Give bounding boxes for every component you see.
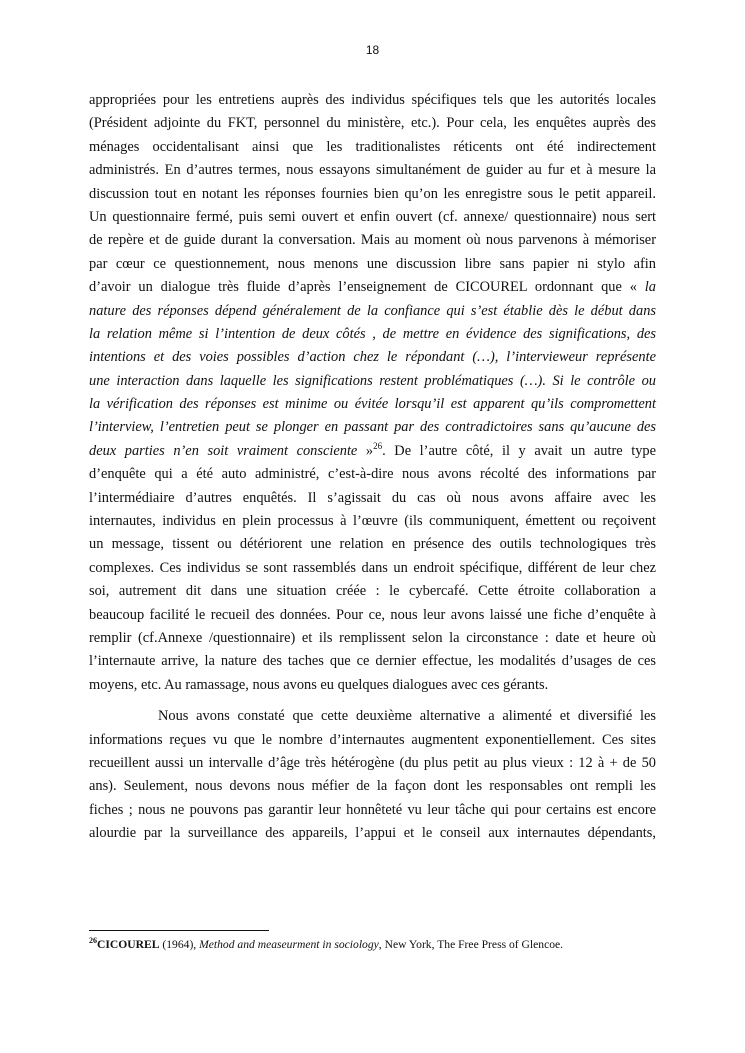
footnote-reference: 26: [373, 441, 383, 452]
quote-text: intentions et des voies possibles d’action chez le répondant (…), l’intervieweur représente: [89, 349, 656, 366]
text-line: par cœur ce questionnement, nous menons une discussion libre sans papier ni stylo afin: [89, 255, 656, 272]
footnote: [89, 937, 689, 952]
footnote-number: 26: [89, 936, 97, 946]
quote-text: nature des réponses dépend généralement de la confiance qui s’est établie dès le début dans: [89, 302, 656, 319]
text-line: [89, 276, 656, 299]
text-line: Un questionnaire fermé, puis semi ouvert et enfin ouvert (cf. annexe/ questionnaire) nous sert: [89, 208, 656, 225]
quoted-line: [89, 323, 656, 346]
text-line: discussion tout en notant les réponses fournies bien qu’on les enregistre sous le petit appareil.: [89, 185, 656, 202]
text-line: ans). Seulement, nous devons nous méfier de la façon dont les responsables ont rempli les: [89, 778, 656, 795]
paragraph-1: [89, 89, 656, 697]
body-text: [89, 89, 656, 846]
footnote-author: CICOUREL: [97, 938, 160, 951]
text-line: internautes, individus en plein processus à l’œuvre (ils communiquent, émettent ou reçoivent: [89, 513, 656, 530]
paragraph-2: [89, 705, 656, 845]
quote-end: deux parties n’en soit vraiment consciente: [89, 442, 358, 459]
text-line: fiches ; nous ne pouvons pas garantir leur honnêteté vu leur tâche qui pour certains est encore: [89, 801, 656, 818]
text-line: alourdie par la surveillance des appareils, l’appui et le conseil aux internautes dépendants,: [89, 825, 656, 842]
quoted-line: [89, 300, 656, 323]
quote-text: l’interview, l’entretien peut se plonger en passant par des contradictoires sans qu’aucune des: [89, 419, 656, 436]
text-line: moyens, etc. Au ramassage, nous avons eu quelques dialogues avec ces gérants.: [89, 676, 549, 693]
text-line: informations reçues vu que le nombre d’internautes augmentent exponentiellement. Ces sites: [89, 731, 656, 748]
footnote-year: (1964),: [159, 938, 200, 951]
page-number: 18: [365, 43, 380, 57]
text-line: complexes. Ces individus se sont rassemblés dans un endroit spécifique, différent de leur chez: [89, 559, 656, 576]
text-segment: . De l’autre côté, il y avait un autre type: [382, 442, 656, 459]
text-line: Nous avons constaté que cette deuxième alternative a alimenté et diversifié les: [158, 708, 656, 725]
text-line: appropriées pour les entretiens auprès des individus spécifiques tels que les autorités locales: [89, 92, 656, 108]
paragraph-spacer: [89, 697, 656, 705]
quoted-line: [89, 370, 656, 393]
text-line: l’internaute arrive, la nature des taches que ce dernier effectue, les modalités d’usages de ces: [89, 653, 656, 670]
footnote-title: Method and measeurment in sociology: [199, 938, 379, 951]
quote-text: une interaction dans laquelle les significations restent problématiques (…). Si le contrôle ou: [89, 372, 656, 389]
text-line: (Président adjointe du FKT, personnel du ministère, etc.). Pour cela, les enquêtes auprès des: [89, 115, 656, 132]
text-line: d’enquête qui a été auto administré, c’est-à-dire nous avons récolté des informations par: [89, 466, 656, 483]
text-line: recueillent aussi un intervalle d’âge très hétérogène (du plus petit au plus vieux : 12 à + de 50: [89, 754, 656, 771]
text-line: un message, tissent ou détériorent une relation en présence des outils technologiques très: [89, 536, 656, 553]
quote-start: la: [644, 279, 656, 296]
footnote-publisher: , New York, The Free Press of Glencoe.: [378, 938, 564, 951]
text-line: beaucoup facilité le recueil des données. Pour ce, nous leur avons laissé une fiche d’enquête à: [89, 606, 656, 623]
quoted-line: [89, 416, 656, 439]
text-line: [89, 440, 656, 463]
quote-text: la vérification des réponses est minime ou évitée lorsqu’il est apparent qu’ils compromettent: [89, 396, 656, 413]
quote-text: la relation même si l’intention de deux côtés , de mettre en évidence des significations, des: [89, 325, 656, 342]
text-line: administrés. En d’autres termes, nous essayons simultanément de guider au fur et à mesure la: [89, 162, 656, 179]
text-line: de repère et de guide durant la conversation. Mais au moment où nous parvenons à mémoriser: [89, 232, 656, 249]
footnote-separator: [89, 930, 269, 931]
text-line: ménages occidentalisant ainsi que les traditionalistes réticents ont été indirectement: [89, 138, 656, 155]
text-line: remplir (cf.Annexe /questionnaire) et ils remplissent selon la circonstance : date et heure où: [89, 629, 656, 646]
quote-close-mark: »: [357, 442, 374, 459]
text-segment: d’avoir un dialogue très fluide d’après l’enseignement de CICOUREL ordonnant que «: [89, 279, 645, 296]
quoted-line: [89, 393, 656, 416]
text-line: l’intermédiaire d’autres enquêtés. Il s’agissait du cas où nous avons affaire avec les: [89, 489, 656, 506]
quoted-line: [89, 346, 656, 369]
text-line: soi, autrement dit dans une situation créée : le cybercafé. Cette étroite collaboration a: [89, 583, 656, 600]
